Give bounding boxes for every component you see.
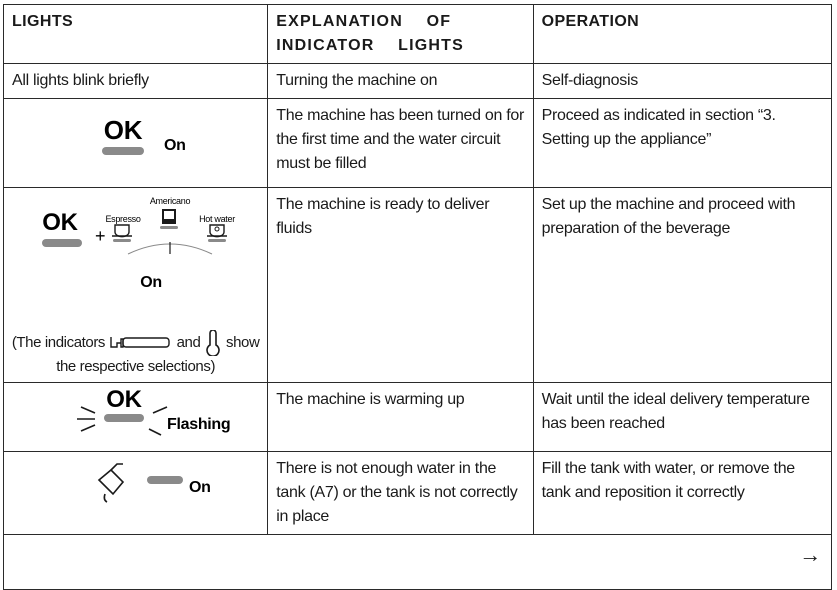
row4-explanation: The machine is warming up bbox=[268, 383, 533, 452]
note-and: and bbox=[176, 333, 201, 351]
table-row bbox=[4, 99, 832, 188]
state-label: Flashing bbox=[166, 416, 231, 433]
note-prefix: (The indicators bbox=[11, 333, 106, 351]
ok-label: OK bbox=[41, 209, 78, 236]
water-tank-icon bbox=[99, 464, 123, 502]
row2-explanation: The machine has been turned on for the first time and the water circuit must be filled bbox=[268, 99, 533, 188]
row2-operation: Proceed as indicated in section “3. Setting up the appliance” bbox=[533, 99, 831, 188]
row4-operation: Wait until the ideal delivery temperature has been reached bbox=[533, 383, 831, 452]
row5-lights bbox=[4, 452, 268, 535]
header-explanation bbox=[268, 5, 533, 64]
header-lights: LIGHTS bbox=[4, 5, 268, 64]
ok-label: OK bbox=[105, 386, 142, 413]
table-row bbox=[4, 383, 832, 452]
row3-operation: Set up the machine and proceed with preparation of the beverage bbox=[533, 188, 831, 383]
row4-lights bbox=[4, 383, 268, 452]
hot-water-cup-icon bbox=[207, 225, 227, 242]
ok-flashing-indicator bbox=[21, 385, 251, 441]
header-explanation-text: EXPLANATION OF INDICATOR LIGHTS bbox=[276, 13, 464, 54]
row1-lights: All lights blink briefly bbox=[4, 64, 268, 99]
note-show: show bbox=[226, 333, 260, 351]
state-label: On bbox=[139, 274, 162, 291]
table-row bbox=[4, 452, 832, 535]
water-tank-indicator bbox=[21, 454, 251, 506]
footer-cell bbox=[4, 535, 832, 590]
thermometer-icon bbox=[204, 330, 222, 356]
espresso-cup-icon bbox=[112, 225, 132, 242]
arrow-right-icon[interactable]: → bbox=[799, 542, 821, 567]
footer-row bbox=[4, 535, 832, 590]
header-row bbox=[4, 5, 832, 64]
ready-indicators-diagram bbox=[16, 192, 256, 322]
espresso-label: Espresso bbox=[105, 214, 141, 224]
row1-operation: Self-diagnosis bbox=[533, 64, 831, 99]
note-line2: the respective selections) bbox=[56, 358, 216, 375]
row5-operation: Fill the tank with water, or remove the tank and reposition it correctly bbox=[533, 452, 831, 535]
plus-sign: + bbox=[94, 226, 105, 246]
ok-indicator-bar bbox=[102, 147, 144, 155]
table-row bbox=[4, 64, 832, 99]
row5-explanation: There is not enough water in the tank (A7) or the tank is not correctly in place bbox=[268, 452, 533, 535]
header-operation: OPERATION bbox=[533, 5, 831, 64]
table-row bbox=[4, 188, 832, 383]
steam-wand-icon bbox=[109, 333, 173, 353]
tank-indicator-bar bbox=[147, 476, 183, 484]
ok-label: OK bbox=[103, 115, 142, 145]
ok-indicator-bar bbox=[42, 239, 82, 247]
hot-water-label: Hot water bbox=[198, 214, 235, 224]
americano-cup-icon bbox=[160, 209, 178, 229]
americano-label: Americano bbox=[149, 196, 190, 206]
ok-on-indicator bbox=[21, 104, 251, 174]
indicator-lights-table bbox=[3, 4, 832, 590]
row2-lights bbox=[4, 99, 268, 188]
state-label: On bbox=[188, 479, 211, 496]
row1-explanation: Turning the machine on bbox=[268, 64, 533, 99]
state-label: On bbox=[163, 137, 186, 154]
indicators-note bbox=[8, 330, 263, 378]
row3-explanation: The machine is ready to deliver fluids bbox=[268, 188, 533, 383]
row3-lights bbox=[4, 188, 268, 383]
ok-indicator-bar bbox=[104, 414, 144, 422]
